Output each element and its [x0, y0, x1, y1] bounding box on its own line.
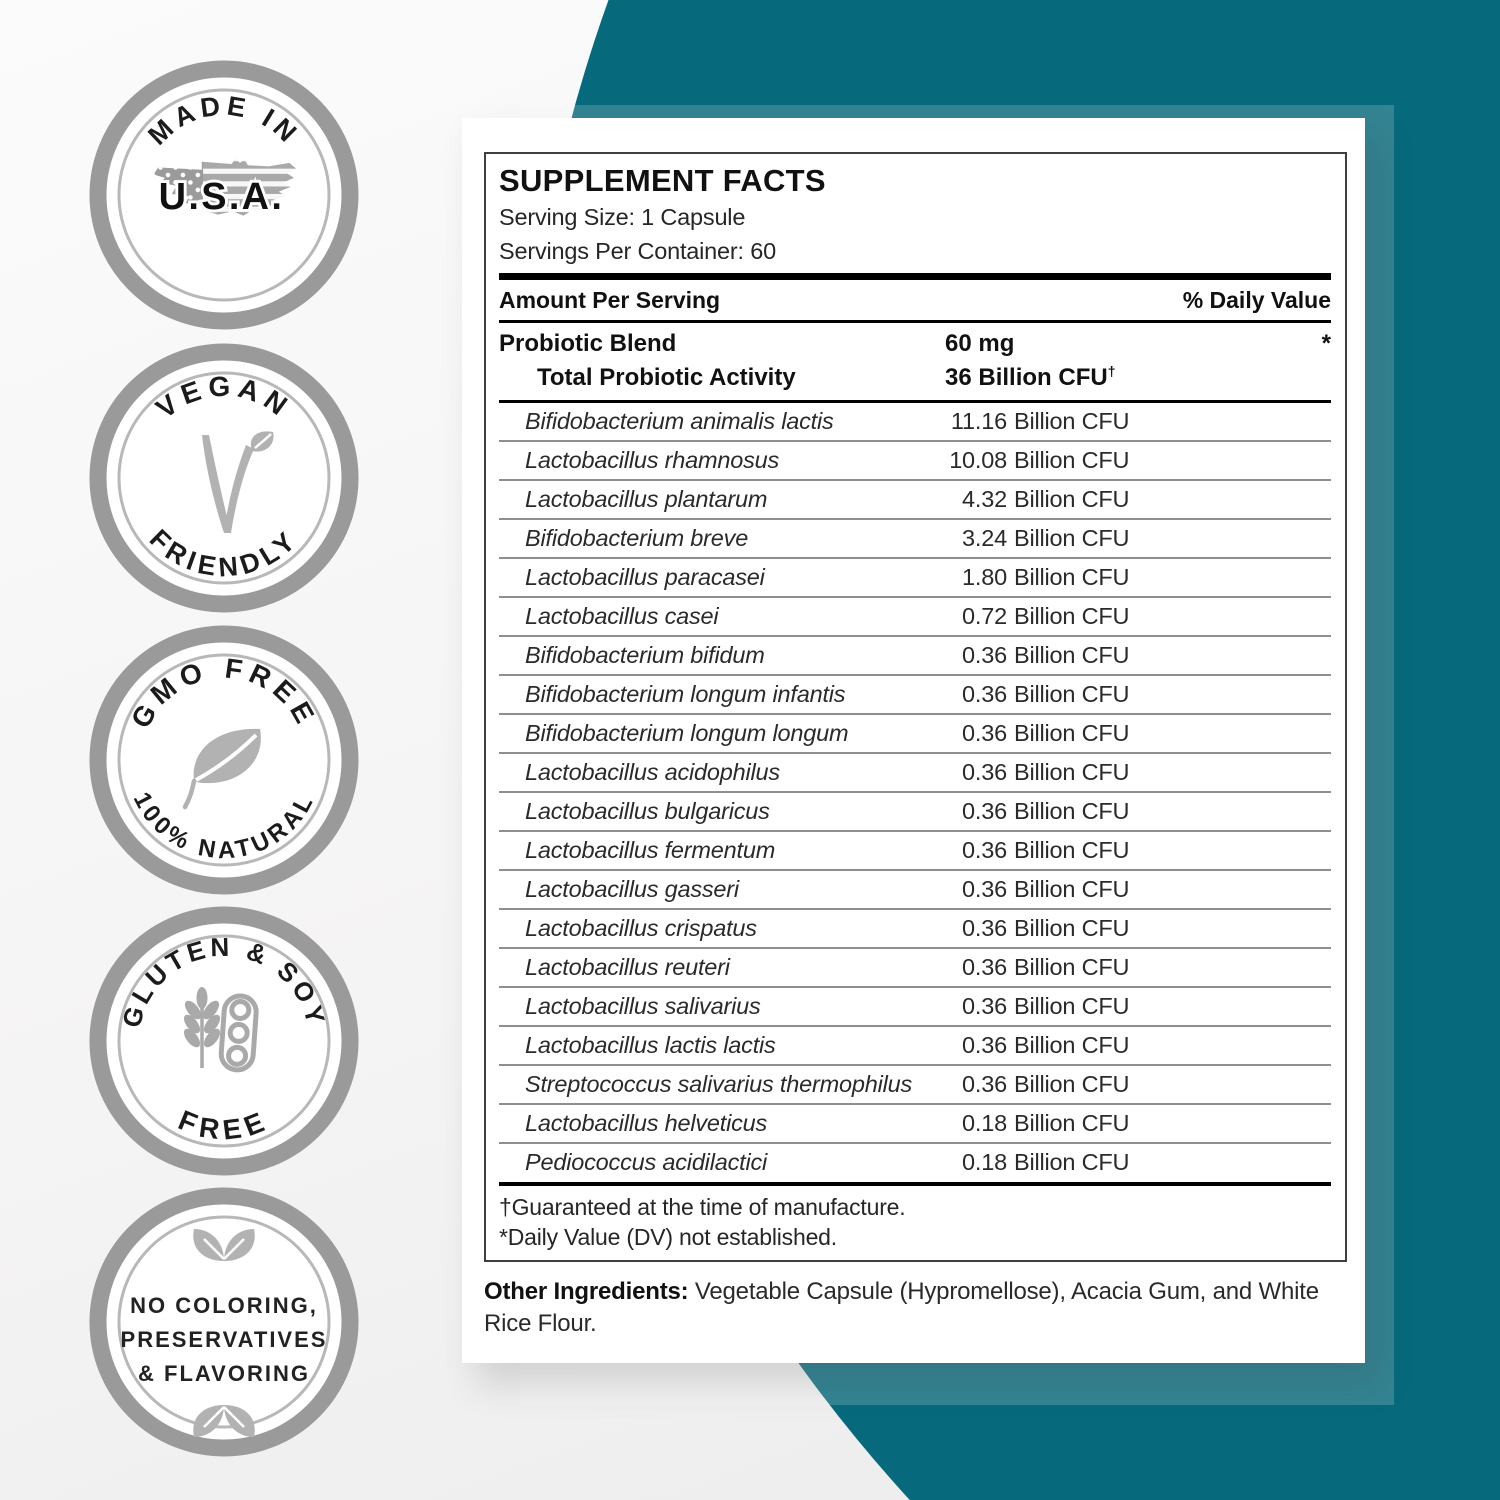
species-amount-number: 0.36 [962, 798, 1007, 824]
species-value [945, 525, 1129, 552]
servings-per-container: Servings Per Container: 60 [499, 238, 776, 264]
badge-top-arc-label: MADE IN [142, 90, 306, 151]
species-amount-number: 0.36 [962, 915, 1007, 941]
species-row [499, 908, 1331, 947]
species-amount-number: 0.36 [962, 954, 1007, 980]
species-row [499, 986, 1331, 1025]
species-amount-unit: Billion CFU [1014, 408, 1130, 434]
blend-amount: 60 mg [945, 330, 1015, 357]
panel-title: SUPPLEMENT FACTS [499, 163, 826, 198]
species-row [499, 479, 1331, 518]
species-amount-number: 0.36 [962, 759, 1007, 785]
species-name: Lactobacillus rhamnosus [525, 447, 780, 473]
species-amount-unit: Billion CFU [1014, 993, 1130, 1019]
blend-sub-amount: 36 Billion CFU† [945, 363, 1116, 391]
badge-no-additives [89, 1187, 359, 1457]
species-name: Lactobacillus fermentum [525, 837, 776, 863]
species-row [499, 1025, 1331, 1064]
footnotes [499, 1186, 1331, 1252]
blend-sub-name: Total Probiotic Activity [537, 364, 796, 391]
species-value [945, 603, 1129, 630]
species-name: Lactobacillus casei [525, 603, 719, 629]
species-row [499, 403, 1331, 440]
species-name: Lactobacillus reuteri [525, 954, 730, 980]
species-row [499, 1103, 1331, 1142]
species-amount-unit: Billion CFU [1014, 642, 1130, 668]
divider-thick [499, 273, 1331, 280]
badge-bottom-arc-label: 100% NATURAL [127, 787, 321, 865]
species-amount-number: 0.36 [962, 993, 1007, 1019]
species-amount-unit: Billion CFU [1014, 1032, 1130, 1058]
species-amount-number: 0.36 [962, 1032, 1007, 1058]
species-value [945, 876, 1129, 903]
species-row [499, 713, 1331, 752]
species-name: Streptococcus salivarius thermophilus [525, 1071, 913, 1097]
species-name: Pediococcus acidilactici [525, 1149, 768, 1175]
badge-gluten-soy-free [89, 906, 359, 1176]
species-value [945, 486, 1129, 513]
species-amount-unit: Billion CFU [1014, 1071, 1130, 1097]
species-row [499, 674, 1331, 713]
species-row [499, 635, 1331, 674]
badge-vegan-friendly [89, 343, 359, 613]
species-amount-unit: Billion CFU [1014, 1110, 1130, 1136]
serving-size: Serving Size: 1 Capsule [499, 204, 746, 230]
species-name: Bifidobacterium breve [525, 525, 749, 551]
species-amount-unit: Billion CFU [1014, 837, 1130, 863]
species-name: Bifidobacterium longum longum [525, 720, 849, 746]
species-name: Lactobacillus salivarius [525, 993, 761, 1019]
badge-gmo-free [89, 625, 359, 895]
other-ingredients [484, 1276, 1344, 1340]
species-value [945, 642, 1129, 669]
species-value [945, 681, 1129, 708]
species-amount-unit: Billion CFU [1014, 603, 1130, 629]
species-rows [499, 403, 1331, 1181]
badge-text-line1: NO COLORING, [130, 1293, 318, 1318]
usa-center-label: U.S.A. [158, 175, 285, 218]
species-amount-unit: Billion CFU [1014, 915, 1130, 941]
species-amount-unit: Billion CFU [1014, 525, 1130, 551]
species-value [945, 1149, 1129, 1176]
species-amount-number: 3.24 [962, 525, 1007, 551]
species-value [945, 1110, 1129, 1137]
species-value [945, 798, 1129, 825]
species-amount-number: 0.36 [962, 642, 1007, 668]
species-amount-unit: Billion CFU [1014, 447, 1130, 473]
species-amount-unit: Billion CFU [1014, 876, 1130, 902]
species-amount-number: 0.36 [962, 837, 1007, 863]
species-amount-number: 10.08 [949, 447, 1007, 473]
species-amount-number: 1.80 [962, 564, 1007, 590]
blend-name: Probiotic Blend [499, 330, 677, 357]
species-value [945, 720, 1129, 747]
species-row [499, 557, 1331, 596]
species-value [945, 837, 1129, 864]
species-name: Lactobacillus lactis lactis [525, 1032, 776, 1058]
species-amount-unit: Billion CFU [1014, 759, 1130, 785]
other-ingredients-text: Vegetable Capsule (Hypromellose), Acacia Gum, and White Rice Flour. [484, 1278, 1319, 1337]
soy-pod-icon [220, 995, 257, 1071]
footnote-dagger: †Guaranteed at the time of manufacture. [499, 1194, 906, 1220]
species-row [499, 947, 1331, 986]
badge-outer-ring [98, 1196, 350, 1448]
species-name: Bifidobacterium animalis lactis [525, 408, 834, 434]
amount-per-serving-header: Amount Per Serving [499, 286, 721, 313]
species-row [499, 596, 1331, 635]
badge-made-in-usa [89, 60, 359, 330]
species-amount-unit: Billion CFU [1014, 954, 1130, 980]
species-row [499, 791, 1331, 830]
species-row [499, 518, 1331, 557]
species-value [945, 993, 1129, 1020]
species-value [945, 564, 1129, 591]
species-name: Lactobacillus paracasei [525, 564, 765, 590]
badge-bottom-arc-label: FRIENDLY [143, 523, 305, 583]
species-amount-number: 4.32 [962, 486, 1007, 512]
badge-text-line2: PRESERVATIVES [120, 1327, 328, 1352]
species-amount-unit: Billion CFU [1014, 486, 1130, 512]
species-amount-number: 0.36 [962, 1071, 1007, 1097]
species-row [499, 1142, 1331, 1181]
supplement-facts-card [462, 118, 1365, 1363]
species-name: Lactobacillus helveticus [525, 1110, 768, 1136]
species-name: Lactobacillus plantarum [525, 486, 768, 512]
species-amount-number: 0.36 [962, 876, 1007, 902]
footnote-star: *Daily Value (DV) not established. [499, 1224, 837, 1250]
species-amount-unit: Billion CFU [1014, 681, 1130, 707]
dagger-mark: † [1107, 363, 1116, 379]
daily-value-header: % Daily Value [1182, 286, 1331, 313]
species-value [945, 954, 1129, 981]
species-amount-number: 0.18 [962, 1110, 1007, 1136]
species-value [945, 447, 1129, 474]
species-row [499, 752, 1331, 791]
other-ingredients-label: Other Ingredients: [484, 1278, 689, 1305]
species-amount-number: 0.36 [962, 720, 1007, 746]
badge-bottom-arc-label: FREE [174, 1104, 274, 1146]
badge-top-arc-label: VEGAN [150, 370, 298, 425]
badge-top-arc-label: GMO FREE [124, 652, 324, 734]
species-name: Bifidobacterium longum infantis [525, 681, 846, 707]
badge-top-arc-label: GLUTEN & SOY [115, 931, 333, 1031]
species-amount-number: 11.16 [950, 408, 1007, 434]
species-row [499, 440, 1331, 479]
species-row [499, 830, 1331, 869]
probiotic-blend-section [499, 323, 1331, 400]
species-name: Lactobacillus bulgaricus [525, 798, 770, 824]
species-row [499, 869, 1331, 908]
species-amount-unit: Billion CFU [1014, 1149, 1130, 1175]
species-amount-number: 0.36 [962, 681, 1007, 707]
species-name: Lactobacillus gasseri [525, 876, 739, 902]
species-value [945, 1032, 1129, 1059]
species-amount-unit: Billion CFU [1014, 720, 1130, 746]
species-value [945, 759, 1129, 786]
species-name: Lactobacillus crispatus [525, 915, 757, 941]
species-name: Lactobacillus acidophilus [525, 759, 780, 785]
supplement-facts-panel [484, 152, 1347, 1262]
species-amount-number: 0.72 [962, 603, 1007, 629]
badge-text-line3: & FLAVORING [138, 1361, 310, 1386]
blend-dv: * [1321, 330, 1331, 357]
species-amount-unit: Billion CFU [1014, 564, 1130, 590]
species-value [945, 915, 1129, 942]
species-name: Bifidobacterium bifidum [525, 642, 765, 668]
species-row [499, 1064, 1331, 1103]
species-amount-number: 0.18 [962, 1149, 1007, 1175]
species-value [945, 408, 1129, 435]
species-amount-unit: Billion CFU [1014, 798, 1130, 824]
species-value [945, 1071, 1129, 1098]
